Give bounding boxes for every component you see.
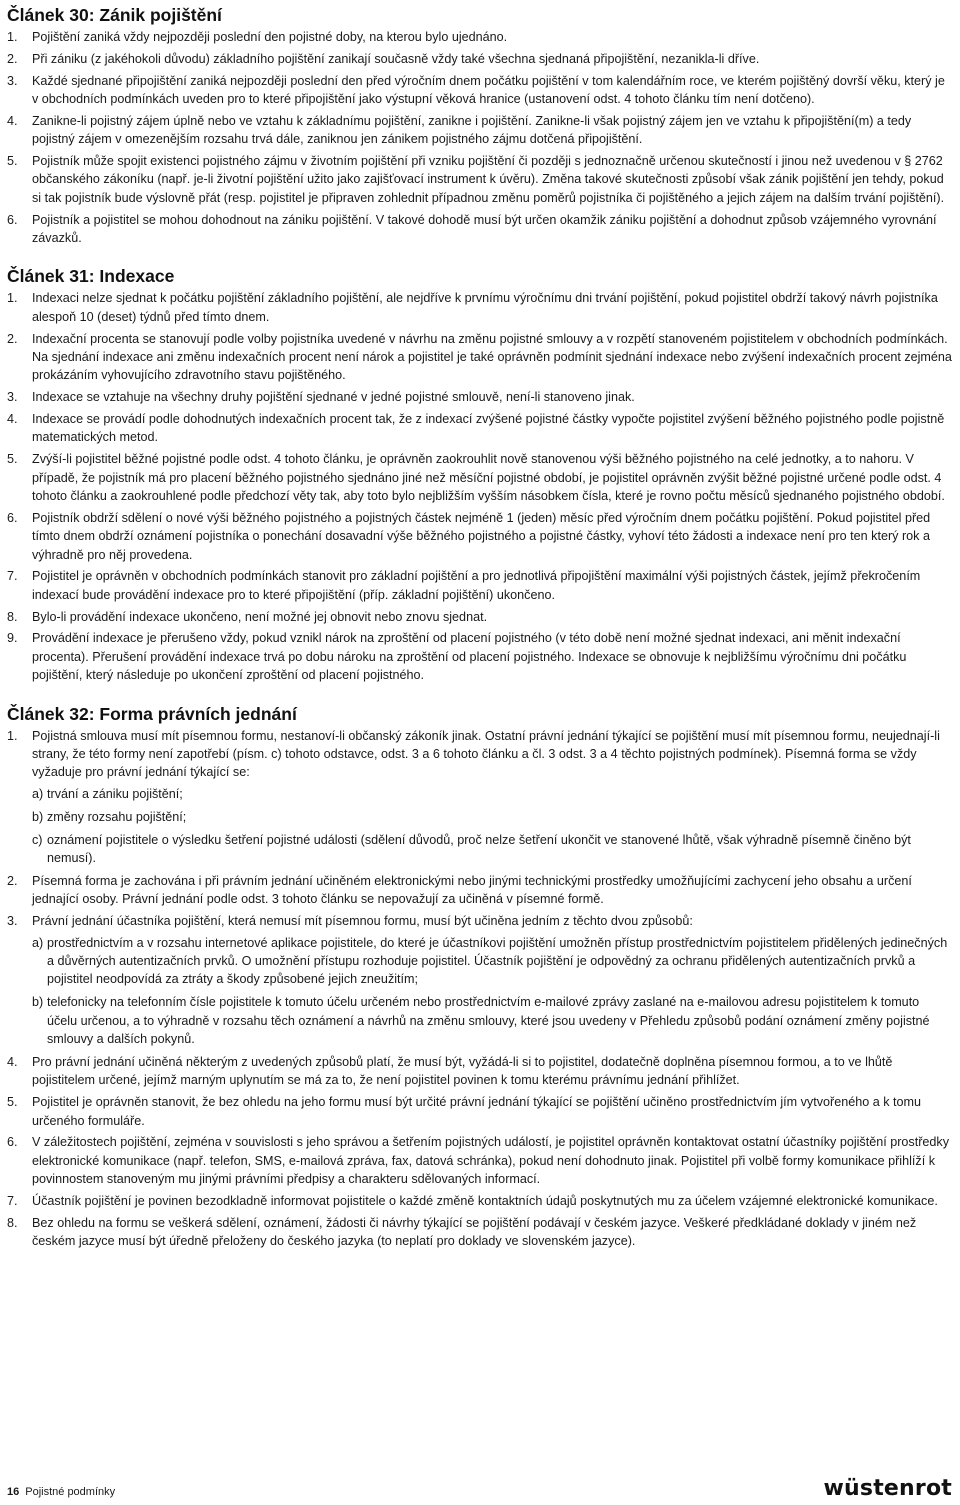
paragraph-text: Účastník pojištění je povinen bezodkladně informovat pojistitele o každé změně kontaktních údajů poskytnutých mu za účelem vzájemné elektronické komunikace. xyxy=(32,1194,938,1209)
sub-item-text: telefonicky na telefonním čísle pojistitele k tomuto účelu určeném nebo prostřednictvím e-mailové zprávy zaslané na e-mailovou adresu pojistitelem k tomuto účelu určenou, a to výhradně v rozsahu těch oznámení a návrhů na změnu smlouvy, které jsou uvedeny v Přehledu způsobů podání oznámení změny pojistné smlouvy a dalších pokynů. xyxy=(47,995,930,1047)
article-paragraph xyxy=(7,1214,952,1251)
paragraph-number: 1. xyxy=(7,30,18,44)
paragraph-text: Pojistitel je oprávněn stanovit, že bez ohledu na jeho formu musí být určité právní jednání týkající se pojištění učiněno prostřednictvím jím vytvořeného a k tomu určeného formuláře. xyxy=(32,1095,922,1128)
article-paragraph-list xyxy=(7,727,952,1251)
article-paragraph xyxy=(7,509,952,564)
paragraph-text: Zvýší-li pojistitel běžné pojistné podle odst. 4 tohoto článku, je oprávněn zaokrouhlit nově stanovenou výši běžného pojistného na celé jednotky, a to nahoru. V případě, že pojistník má pro placení běžného pojistného sjednáno jiné než měsíční pojistné období, je pojistitel oprávněn zvýšit běžné pojistné určené podle odst. 4 tohoto článku a zaokrouhlené podle předchozí věty tak, aby toto bylo nejbližším vyšším násobkem čísla, které je rovno počtu měsíců sjednaného pojistného období. xyxy=(32,452,945,504)
paragraph-text: Při zániku (z jakéhokoli důvodu) základního pojištění zanikají současně vždy také všechna sjednaná připojištění, nezanikla-li dříve. xyxy=(32,51,760,66)
paragraph-number: 6. xyxy=(7,1135,18,1150)
article-paragraph xyxy=(7,608,952,626)
paragraph-text: Každé sjednané připojištění zaniká nejpozději poslední den před výročním dnem počátku pojištění v tom kalendářním roce, ve kterém pojištěný dovrší věku, který je v obchodních podmínkách uveden pro to které připojištění jako výstupní věková hranice (ustanovení odst. 4 tohoto článku tím není dotčeno). xyxy=(32,73,945,106)
article-paragraph-list xyxy=(7,289,952,684)
paragraph-number: 3. xyxy=(7,390,18,405)
article-heading: Článek 31: Indexace xyxy=(7,266,175,287)
article-section xyxy=(7,265,952,684)
sub-item xyxy=(32,808,952,826)
article-section xyxy=(7,703,952,1251)
article-paragraph xyxy=(7,629,952,684)
page-number: 16 xyxy=(7,1486,20,1498)
sub-item-label: c) xyxy=(32,832,43,847)
paragraph-text: Pojistná smlouva musí mít písemnou formu, nestanoví-li občanský zákoník jinak. Ostatní právní jednání týkající se pojištění musí mít písemnou formu, neujednají-li strany, že této formy není zapotřebí (písm. c) tohoto odstavce, odst. 3 a 6 tohoto článku a čl. 3 odst. 3 a 4 těchto pojistných podmínek). Písemná forma se vždy vyžaduje pro právní jednání týkající se: xyxy=(32,728,940,780)
article-heading: Článek 32: Forma právních jednání xyxy=(7,703,297,724)
article-paragraph xyxy=(7,567,952,604)
article-heading: Článek 30: Zánik pojištění xyxy=(7,5,222,25)
paragraph-number: 3. xyxy=(7,73,18,88)
article-paragraph xyxy=(7,1053,952,1090)
paragraph-number: 4. xyxy=(7,412,18,427)
paragraph-text: Indexaci nelze sjednat k počátku pojištění základního pojištění, ale nejdříve k prvnímu výročnímu dni trvání pojištění, pokud pojistitel obdrží takový návrh pojistníka alespoň 10 (deset) týdnů před tímto dnem. xyxy=(32,291,938,324)
paragraph-number: 3. xyxy=(7,914,18,929)
paragraph-number: 6. xyxy=(7,510,18,525)
paragraph-text: Právní jednání účastníka pojištění, která nemusí mít písemnou formu, musí být učiněna jedním z těchto dvou způsobů: xyxy=(32,914,693,929)
paragraph-number: 5. xyxy=(7,452,18,467)
article-paragraph xyxy=(7,211,952,248)
article-paragraph xyxy=(7,289,952,326)
wustenrot-logo: wüstenrot xyxy=(823,1476,952,1501)
paragraph-text: Indexační procenta se stanovují podle volby pojistníka uvedené v návrhu na změnu pojistné smlouvy a v rozpětí stanoveném pojistitelem v obchodních podmínkách. Na sjednání indexace ani změnu indexačních procent není nárok a pojistitel je také oprávněn podmínit sjednání indexace nebo zvýšení indexačních procent zejména prokázáním vyhovujícího zdravotního stavu pojištěného. xyxy=(32,331,952,383)
article-paragraph xyxy=(7,912,952,1048)
paragraph-number: 7. xyxy=(7,569,18,584)
document-content xyxy=(7,4,952,1269)
paragraph-text: Zanikne-li pojistný zájem úplně nebo ve vztahu k základnímu pojištění, zanikne i pojištění. Zanikne-li však pojistný zájem jen ve vztahu k připojištění(m) a tedy pojistný zájem v omezenějším rozsahu trvá dále, zaniknou jen zánikem pojistného zájmu dotčená připojištění. xyxy=(32,113,912,147)
paragraph-text: V záležitostech pojištění, zejména v souvislosti s jeho správou a šetřením pojistných událostí, je pojistitel oprávněn kontaktovat ostatní účastníky pojištění prostředky elektronické komunikace (např. telefon, SMS, e-mailová zpráva, fax, datová schránka), pokud není dohodnuto jinak. Pojistitel při volbě formy komunikace přihlíží k povinnostem stanoveným mu jinými právními předpisy a charakteru sdělovaných informací. xyxy=(32,1135,950,1187)
sub-item-text: prostřednictvím a v rozsahu internetové aplikace pojistitele, do které je účastníkovi pojištění umožněn přístup prostřednictvím pojistitelem přidělených jedinečných a důvěrných autentizačních prvků. O umožnění přístupu rozhoduje pojistitel. Účastník pojištění je odpovědný za ochranu přidělených autentizačních prvků a pojistitel neodpovídá za ztráty a škody způsobené jejich zneužitím; xyxy=(47,935,948,987)
paragraph-number: 1. xyxy=(7,291,18,306)
paragraph-number: 4. xyxy=(7,113,18,128)
paragraph-text: Pojistník může spojit existenci pojistného zájmu v životním pojištění při vzniku pojištění či později s jednoznačně určenou skutečností i jinou než uvedenou v § 2762 občanského zákoníku (např. je-li životní pojištění užito jako zajišťovací instrument k úvěru). Změna takové skutečnosti způsobí však zánik pojištění jen tehdy, pokud si tak pojistník bude výslovně přát (resp. pojistitel je připraven zohlednit případnou změnu poměrů pojistníka či pojištěného a jejich zájem na dalším trvání pojištění). xyxy=(32,154,945,205)
article-paragraph xyxy=(7,152,952,207)
paragraph-text: Bylo-li provádění indexace ukončeno, není možné jej obnovit nebo znovu sjednat. xyxy=(32,609,488,624)
article-paragraph xyxy=(7,72,952,109)
paragraph-number: 2. xyxy=(7,331,18,346)
paragraph-number: 2. xyxy=(7,874,18,889)
sub-item-label: b) xyxy=(32,809,44,824)
paragraph-text: Indexace se vztahuje na všechny druhy pojištění sjednané v jedné pojistné smlouvě, není-li stanoveno jinak. xyxy=(32,390,635,405)
article-paragraph xyxy=(7,410,952,447)
paragraph-number: 1. xyxy=(7,728,18,743)
article-section xyxy=(7,4,952,247)
paragraph-number: 8. xyxy=(7,1215,18,1230)
paragraph-number: 4. xyxy=(7,1055,18,1070)
sub-item xyxy=(32,993,952,1048)
paragraph-text: Pro právní jednání učiněná některým z uvedených způsobů platí, že musí být, vyžádá-li si to pojistitel, dodatečně doplněna písemnou formou, a to ve lhůtě pojistitelem určené, jejímž marným uplynutím se má za to, že není pojistitel povinen k tomu kterému právnímu jednání přihlížet. xyxy=(32,1055,893,1088)
article-paragraph xyxy=(7,112,952,149)
sub-item-label: a) xyxy=(32,786,44,801)
sub-item-text: změny rozsahu pojištění; xyxy=(47,809,187,824)
sub-item-text: trvání a zániku pojištění; xyxy=(47,786,183,801)
article-paragraph xyxy=(7,1192,952,1210)
sub-item-label: b) xyxy=(32,995,44,1010)
paragraph-text: Pojištění zaniká vždy nejpozději poslední den pojistné doby, na kterou bylo ujednáno. xyxy=(32,30,508,44)
paragraph-text: Provádění indexace je přerušeno vždy, pokud vznikl nárok na zproštění od placení pojistného (v této době není možné sjednat indexaci, ani měnit indexační procenta). Přerušení provádění indexace trvá po dobu nároku na zproštění od placení pojistného. Indexace se obnovuje k nejbližšímu výročnímu dni počátku pojištění, který následuje po ukončení zproštění od placení pojistného. xyxy=(32,631,907,683)
article-paragraph xyxy=(7,872,952,909)
article-paragraph-list xyxy=(7,28,952,247)
sub-item-list xyxy=(32,785,952,868)
paragraph-number: 2. xyxy=(7,51,18,66)
paragraph-text: Pojistník obdrží sdělení o nové výši běžného pojistného a pojistných částek nejméně 1 (jeden) měsíc před výročním dnem počátku pojištění. Pokud pojistitel před tímto dnem obdrží oznámení pojistníka o ponechání dosavadní výše běžného pojistného a pojistné částky, vyhoví této žádosti a indexace není pro ten který rok a výhradně pro něj provedena. xyxy=(32,510,931,562)
document-name: Pojistné podmínky xyxy=(25,1486,116,1498)
sub-item-list xyxy=(32,934,952,1049)
paragraph-number: 5. xyxy=(7,154,18,168)
article-paragraph xyxy=(7,450,952,505)
paragraph-number: 9. xyxy=(7,631,18,646)
paragraph-number: 8. xyxy=(7,609,18,624)
paragraph-text: Indexace se provádí podle dohodnutých indexačních procent tak, že z indexací zvýšené pojistné částky vypočte pojistitel zvýšení běžného pojistného podle pojistně matematických metod. xyxy=(32,412,945,445)
paragraph-text: Bez ohledu na formu se veškerá sdělení, oznámení, žádosti či návrhy týkající se pojištění podávají v českém jazyce. Veškeré předkládané doklady v jiném než českém jazyce musí být úředně přeloženy do českého jazyka (to neplatí pro doklady ve slovenském jazyce). xyxy=(32,1215,917,1249)
paragraph-text: Písemná forma je zachována i při právním jednání učiněném elektronickými nebo jinými technickými prostředky umožňujícími zachycení jeho obsahu a určení jednající osoby. Právní jednání podle odst. 3 tohoto článku se nepovažují za učiněná v písemné formě. xyxy=(32,874,912,907)
article-paragraph xyxy=(7,727,952,868)
paragraph-text: Pojistitel je oprávněn v obchodních podmínkách stanovit pro základní pojištění a pro jednotlivá připojištění maximální výši pojistných částek, jejímž překročením indexací bude provádění indexace pro to které připojištění (příp. základní pojištění) ukončeno. xyxy=(32,569,921,602)
article-paragraph xyxy=(7,28,952,46)
article-paragraph xyxy=(7,50,952,68)
article-paragraph xyxy=(7,330,952,385)
paragraph-number: 5. xyxy=(7,1095,18,1110)
paragraph-number: 7. xyxy=(7,1194,18,1209)
paragraph-text: Pojistník a pojistitel se mohou dohodnout na zániku pojištění. V takové dohodě musí být určen okamžik zániku pojištění a dohodnut způsob vzájemného vyrovnání závazků. xyxy=(32,212,937,246)
sub-item xyxy=(32,934,952,989)
page-footer xyxy=(7,1485,115,1499)
sub-item xyxy=(32,785,952,803)
article-paragraph xyxy=(7,1093,952,1130)
sub-item-text: oznámení pojistitele o výsledku šetření pojistné události (sdělení důvodů, proč nelze šetření ukončit ve stanovené lhůtě, však výhradně písemně činěno být nemusí). xyxy=(47,832,911,866)
article-paragraph xyxy=(7,1133,952,1188)
sub-item-label: a) xyxy=(32,935,44,950)
article-paragraph xyxy=(7,388,952,406)
paragraph-number: 6. xyxy=(7,212,18,227)
sub-item xyxy=(32,831,952,868)
